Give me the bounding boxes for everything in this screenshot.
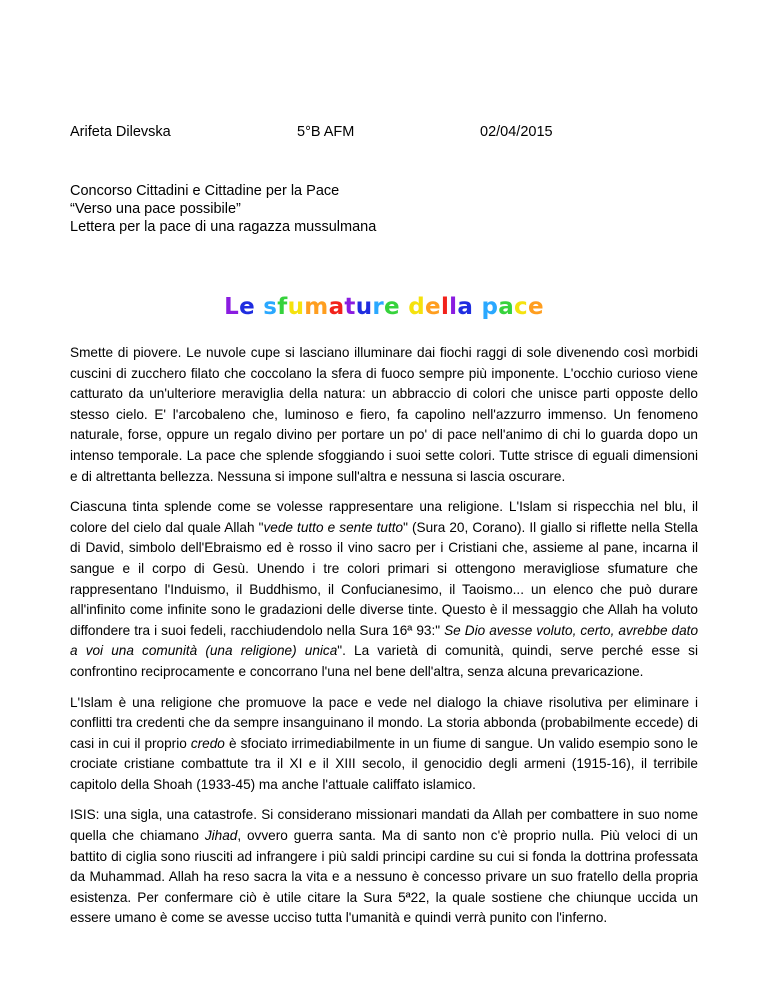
- title-letter: p: [481, 294, 499, 320]
- title-letter: l: [449, 294, 458, 320]
- intro-block: [70, 182, 376, 236]
- paragraph-4: [70, 805, 698, 929]
- title-letter: a: [498, 294, 515, 320]
- page-title: [0, 294, 768, 320]
- contest-name: Concorso Cittadini e Cittadine per la Pace: [70, 183, 340, 199]
- document-date: 02/04/2015: [480, 124, 553, 140]
- paragraph-2-text-c: ". La varietà di comunità, quindi, serve perché esse si confrontino reciprocamente e concorrano l'una nel bene dell'altra, senza alcuna prevaricazione.: [70, 643, 698, 679]
- title-letter: t: [344, 294, 356, 320]
- paragraph-2-text-b: " (Sura 20, Corano). Il giallo si riflette nella Stella di David, simbolo dell'Ebraismo ed è rosso il vino sacro per i Cristiani che, assieme al pane, incarna il sangue e il corpo di Gesù. Unendo i tre colori primari si ottengono meravigliose sfumature che rappresentano l'Induismo, il Buddhismo, il Confucianesimo, il Taoismo... un elenco che può durare all'infinito come infinite sono le gradazioni delle diverse tinte. Questo è il messaggio che Allah ha voluto diffondere tra i suoi fedeli, racchiudendolo nella Sura 16ª 93:": [70, 519, 698, 638]
- title-letter: s: [263, 294, 278, 320]
- paragraph-2: [70, 497, 698, 682]
- quote-sura-16: Se Dio avesse voluto, certo, avrebbe dato a voi una comunità (una religione) unica: [70, 622, 699, 659]
- title-letter: [473, 294, 481, 320]
- term-jihad: Jihad: [204, 828, 238, 844]
- letter-subtitle: Lettera per la pace di una ragazza mussulmana: [70, 219, 377, 235]
- title-letter: l: [440, 294, 450, 320]
- title-letter: a: [457, 294, 474, 320]
- contest-theme: “Verso una pace possibile”: [70, 201, 241, 217]
- title-letter: c: [514, 294, 528, 320]
- term-credo: credo: [190, 735, 225, 751]
- title-letter: L: [224, 294, 240, 320]
- paragraph-4-text-b: , ovvero guerra santa. Ma di santo non c'è proprio nulla. Più veloci di un battito di ciglia sono riusciti ad infrangere i più saldi principi cardine su cui si fonda la dottrina professata da Muhammad. Allah ha reso sacra la vita e a nessuno è concesso privare un suo fratello della propria esistenza. Per confermare ciò è utile citare la Sura 5ª22, la quale sostiene che chiunque uccida un essere umano è come se avesse ucciso tutta l'umanità e quindi verrà punito con l'inferno.: [70, 828, 698, 926]
- author-name: Arifeta Dilevska: [70, 124, 171, 140]
- title-letter: m: [304, 294, 329, 320]
- title-letter: r: [372, 294, 385, 320]
- title-letter: u: [355, 294, 373, 320]
- letter-body: [70, 343, 698, 939]
- title-letter: a: [328, 294, 345, 320]
- title-letter: u: [287, 294, 305, 320]
- title-letter: f: [277, 294, 288, 320]
- title-letter: e: [384, 294, 400, 320]
- title-letter: [400, 294, 408, 320]
- paragraph-3: [70, 693, 698, 796]
- paragraph-1: Smette di piovere. Le nuvole cupe si lasciano illuminare dai fiochi raggi di sole divenendo così morbidi cuscini di zucchero filato che coccolano la sfera di fuoco sempre più imponente. L'occhio curioso viene catturato da un'ulteriore meraviglia della natura: un abbraccio di colori che unisce parti opposte dello stesso cielo. E' l'arcobaleno che, luminoso e fiero, fa capolino nell'azzurro immenso. Un fenomeno naturale, forse, oppure un regalo divino per portare un po' di pace nell'animo di chi lo guarda dopo un intenso temporale. La pace che splende sfoggiando i suoi sette colori. Tutte strisce di eguali dimensioni e di altrettanta bellezza. Nessuna si impone sull'altra e nessuna si lascia oscurare.: [70, 345, 698, 484]
- title-letter: [255, 294, 263, 320]
- paragraph-2-text-a: Ciascuna tinta splende come se volesse rappresentare una religione. L'Islam si rispecchia nel blu, il colore del cielo dal quale Allah ": [70, 499, 698, 535]
- paragraph-3-text-b: è sfociato irrimediabilmente in un fiume di sangue. Un valido esempio sono le crociate cristiane combattute tra il XI e il XIII secolo, il genocidio degli armeni (1915-16), il terribile capitolo della Shoah (1933-45) ma anche l'attuale califfato islamico.: [70, 735, 698, 792]
- title-letter: e: [239, 294, 255, 320]
- title-letter: d: [408, 294, 426, 320]
- title-letter: e: [425, 294, 441, 320]
- paragraph-3-text-a: L'Islam è una religione che promuove la pace e vede nel dialogo la chiave risolutiva per eliminare i conflitti tra credenti che da sempre insanguinano il mondo. La storia abbonda (probabilmente eccede) di casi in cui il proprio: [70, 694, 698, 751]
- paragraph-4-text-a: ISIS: una sigla, una catastrofe. Si considerano missionari mandati da Allah per combattere in suo nome quella che chiamano: [70, 807, 698, 844]
- title-letter: e: [527, 294, 544, 320]
- class-label: 5°B AFM: [297, 124, 355, 140]
- quote-vede-tutto: vede tutto e sente tutto: [263, 519, 404, 535]
